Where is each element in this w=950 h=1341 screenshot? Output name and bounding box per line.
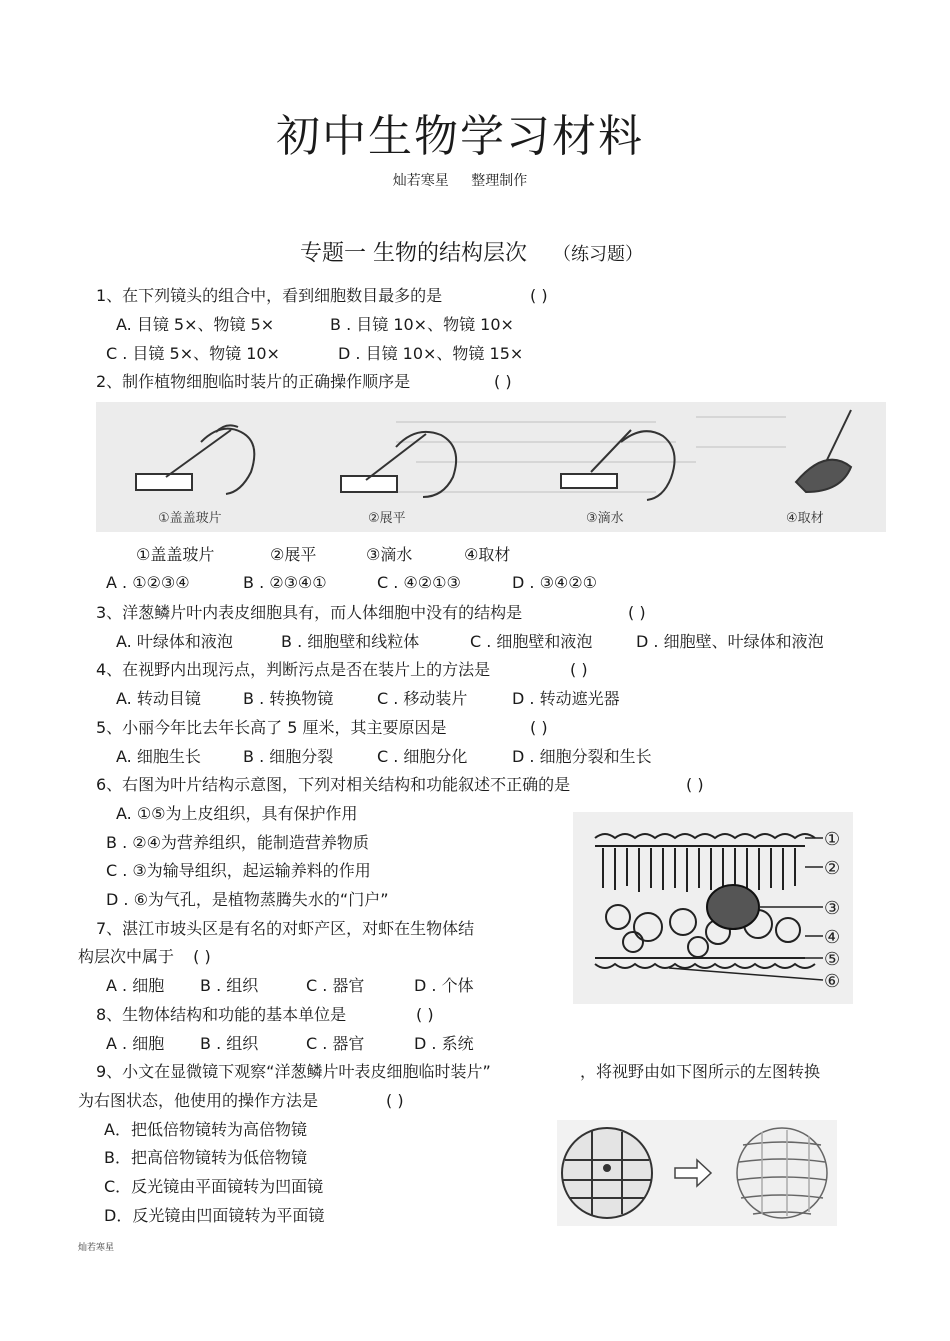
q4-opt-c: C . 移动装片: [377, 689, 468, 708]
q9-stem-1: 9、小文在显微镜下观察“洋葱鳞片叶表皮细胞临时装片”: [96, 1062, 491, 1081]
left-view: [562, 1128, 652, 1218]
arrow-icon: [675, 1160, 711, 1186]
q2-figure: [96, 402, 886, 532]
q7-stem-2: 构层次中属于: [78, 947, 175, 966]
q1-opt-a: A. 目镜 5×、物镜 5×: [116, 315, 275, 334]
q5-opt-b: B . 细胞分裂: [243, 747, 334, 766]
fig-label-2: ②展平: [368, 511, 406, 526]
q7-opt-a: A . 细胞: [106, 976, 165, 995]
q3-paren: ( ): [628, 603, 646, 622]
q5-paren: ( ): [530, 718, 548, 737]
q5-opt-a: A. 细胞生长: [116, 747, 201, 766]
q8-paren: ( ): [416, 1005, 434, 1024]
q1-opt-d: D . 目镜 10×、物镜 15×: [338, 344, 524, 363]
leaf-label-3: ③: [824, 898, 841, 919]
q7-opt-d: D . 个体: [414, 976, 474, 995]
q6-paren: ( ): [686, 775, 704, 794]
q3-opt-c: C . 细胞壁和液泡: [470, 632, 593, 651]
fig-label-1: ①盖盖玻片: [158, 511, 222, 526]
q6-stem: 6、右图为叶片结构示意图，下列对相关结构和功能叙述不正确的是: [96, 775, 571, 794]
q7-stem-2-line: [78, 946, 211, 968]
leaf-label-1: ①: [824, 829, 841, 850]
q6-opt-a: A. ①⑤为上皮组织，具有保护作用: [116, 804, 358, 823]
q3-opt-d: D . 细胞壁、叶绿体和液泡: [636, 632, 824, 651]
q8-opt-a: A . 细胞: [106, 1034, 165, 1053]
q2-opt-b: B . ②③④①: [243, 573, 327, 592]
q7-stem-1: 7、湛江市坡头区是有名的对虾产区，对虾在生物体结: [96, 919, 475, 938]
topic-title: [300, 236, 643, 267]
q9-opt-c: C．反光镜由平面镜转为凹面镜: [104, 1177, 324, 1196]
leaf-label-6: ⑥: [824, 971, 841, 992]
q4-stem: 4、在视野内出现污点，判断污点是否在装片上的方法是: [96, 660, 491, 679]
microscope-view-figure: [557, 1120, 837, 1226]
leaf-cross-section: [573, 812, 853, 1004]
q2-opt-d: D . ③④②①: [512, 573, 597, 592]
q2-caption-4: ④取材: [464, 545, 511, 564]
q1-stem-line: [96, 285, 442, 307]
topic-subtitle: （练习题）: [553, 244, 643, 265]
q6-opt-c: C . ③为输导组织，起运输养料的作用: [106, 861, 371, 880]
q9-opt-b: B．把高倍物镜转为低倍物镜: [104, 1148, 307, 1167]
step1-hand: [136, 425, 254, 494]
microscope-views: [557, 1120, 837, 1226]
leaf-label-4: ④: [824, 927, 841, 948]
author: 灿若寒星: [392, 173, 449, 189]
q8-stem: 8、生物体结构和功能的基本单位是: [96, 1005, 347, 1024]
footer-author: 灿若寒星: [78, 1243, 115, 1253]
q3-stem: 3、洋葱鳞片叶内表皮细胞具有，而人体细胞中没有的结构是: [96, 603, 523, 622]
q4-paren: ( ): [570, 660, 588, 679]
q2-caption-3: ③滴水: [366, 545, 413, 564]
q5-stem: 5、小丽今年比去年长高了 5 厘米，其主要原因是: [96, 718, 447, 737]
q9-stem-1b: ，将视野由如下图所示的左图转换: [580, 1062, 821, 1081]
q4-opt-d: D . 转动遮光器: [512, 689, 620, 708]
byline: [0, 170, 920, 190]
leaf-structure-figure: [573, 812, 853, 1004]
topic-main: 专题一 生物的结构层次: [300, 241, 527, 266]
q9-stem-2: 为右图状态，他使用的操作方法是: [78, 1091, 319, 1110]
q1-opt-c: C . 目镜 5×、物镜 10×: [106, 344, 280, 363]
q3-opt-b: B . 细胞壁和线粒体: [281, 632, 420, 651]
q9-opt-a: A．把低倍物镜转为高倍物镜: [104, 1120, 307, 1139]
q6-opt-b: B . ②④为营养组织，能制造营养物质: [106, 833, 369, 852]
q1-paren: ( ): [530, 286, 548, 305]
q5-opt-d: D . 细胞分裂和生长: [512, 747, 652, 766]
fig-label-4: ④取材: [786, 511, 824, 526]
q1-stem: 1、在下列镜头的组合中，看到细胞数目最多的是: [96, 286, 443, 305]
q2-caption-1: ①盖盖玻片: [136, 545, 215, 564]
q8-opt-b: B . 组织: [200, 1034, 259, 1053]
fig-label-3: ③滴水: [586, 511, 624, 526]
q9-opt-d: D．反光镜由凹面镜转为平面镜: [104, 1206, 325, 1225]
q2-caption-2: ②展平: [270, 545, 317, 564]
q2-stem: 2、制作植物细胞临时装片的正确操作顺序是: [96, 372, 411, 391]
q8-opt-c: C . 器官: [306, 1034, 365, 1053]
q1-opt-b: B . 目镜 10×、物镜 10×: [330, 315, 514, 334]
made-by: 整理制作: [471, 173, 528, 189]
right-view: [737, 1128, 827, 1218]
q7-opt-c: C . 器官: [306, 976, 365, 995]
q9-paren: ( ): [386, 1091, 404, 1110]
step4-forceps: [796, 410, 851, 492]
q8-opt-d: D . 系统: [414, 1034, 474, 1053]
slide-steps-illustration: [96, 402, 886, 532]
q4-opt-b: B . 转换物镜: [243, 689, 334, 708]
leaf-label-2: ②: [824, 858, 841, 879]
q3-opt-a: A. 叶绿体和液泡: [116, 632, 233, 651]
q5-opt-c: C . 细胞分化: [377, 747, 468, 766]
page-title: 初中生物学习材料: [276, 111, 644, 162]
q7-opt-b: B . 组织: [200, 976, 259, 995]
leaf-label-5: ⑤: [824, 949, 841, 970]
q2-paren: ( ): [494, 372, 512, 391]
q2-opt-c: C . ④②①③: [377, 573, 461, 592]
q2-opt-a: A . ①②③④: [106, 573, 190, 592]
step3-hand: [561, 430, 675, 500]
q4-opt-a: A. 转动目镜: [116, 689, 201, 708]
q6-opt-d: D . ⑥为气孔，是植物蒸腾失水的“门户”: [106, 890, 389, 909]
q7-paren: ( ): [193, 947, 211, 966]
